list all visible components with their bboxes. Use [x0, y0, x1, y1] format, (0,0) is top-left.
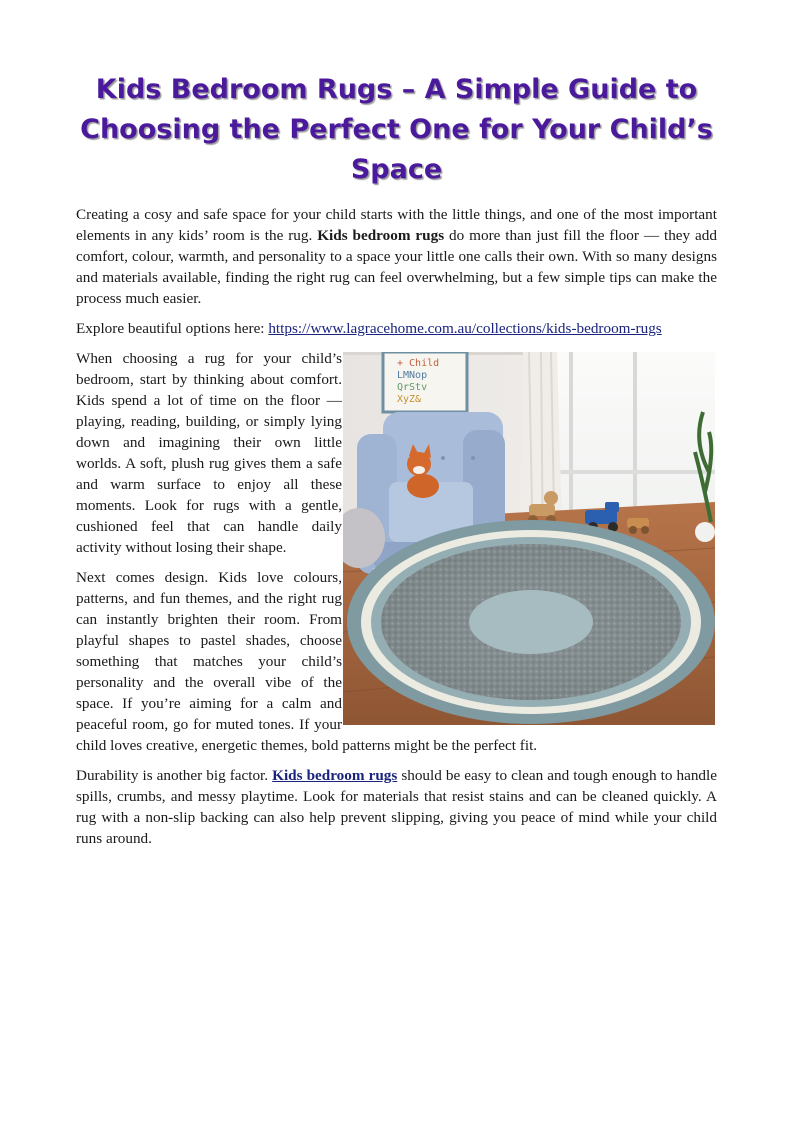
explore-label: Explore beautiful options here:: [76, 320, 269, 337]
room-scene: [343, 352, 715, 725]
page-title: Kids Bedroom Rugs – A Simple Guide to Choosing the Perfect One for Your Child’s Space: [80, 74, 713, 185]
kids-rugs-link[interactable]: Kids bedroom rugs: [272, 767, 398, 784]
intro-text-start: Creating a cosy and safe space for your child starts with the little things, and one of the most important elements in any kids’ room is the rug.: [76, 206, 717, 244]
document-page: [76, 70, 717, 858]
intro-bold-keyword: Kids bedroom rugs: [317, 227, 445, 244]
poster-line-2: LMNop: [397, 370, 428, 381]
collection-link[interactable]: https://www.lagracehome.com.au/collections/kids-bedroom-rugs: [268, 320, 662, 337]
intro-text-end: do more than just fill the floor — they add comfort, colour, warmth, and personality to a space your little one calls their own. With so many designs and materials available, finding the right rug can feel overwhelming, but a few simple tips can make the process much easier.: [76, 227, 717, 307]
design-paragraph: Next comes design. Kids love colours, patterns, and fun themes, and the right rug can instantly brighten their room. From playful shapes to pastel shades, choose something that matches your child’s personality and the overall vibe of the space. If you’re aiming for a calm and peaceful room, go for muted tones. If your child loves creative, energetic themes, bold patterns might be the perfect fit.: [76, 569, 538, 754]
intro-paragraph: [76, 204, 717, 309]
durability-text-end: should be easy to clean and tough enough to handle spills, crumbs, and messy playtime. Look for materials that resist stains and can be cleaned quickly. A rug with a non-slip backing can also help prevent slipping, giving you peace of mind while your child runs around.: [76, 767, 717, 847]
explore-paragraph: [76, 318, 717, 339]
poster-line-3: QrStv: [397, 382, 428, 393]
poster-line-4: XyZ&: [397, 394, 422, 405]
durability-paragraph: [76, 765, 717, 849]
round-rug: [347, 520, 715, 724]
rug-photo: [343, 352, 715, 725]
poster-line-1: + Child: [397, 358, 440, 369]
comfort-paragraph: When choosing a rug for your child’s bedroom, start by thinking about comfort. Kids spend a lot of time on the floor — playing, reading, building, or simply lying down and imagining their own little worlds. A soft, plush rug gives them a safe and warm surface to enjoy all these moments. Look for rugs with a gentle, cushioned feel that can handle daily activity without losing their shape.: [76, 350, 342, 556]
durability-text-start: Durability is another big factor.: [76, 767, 273, 784]
